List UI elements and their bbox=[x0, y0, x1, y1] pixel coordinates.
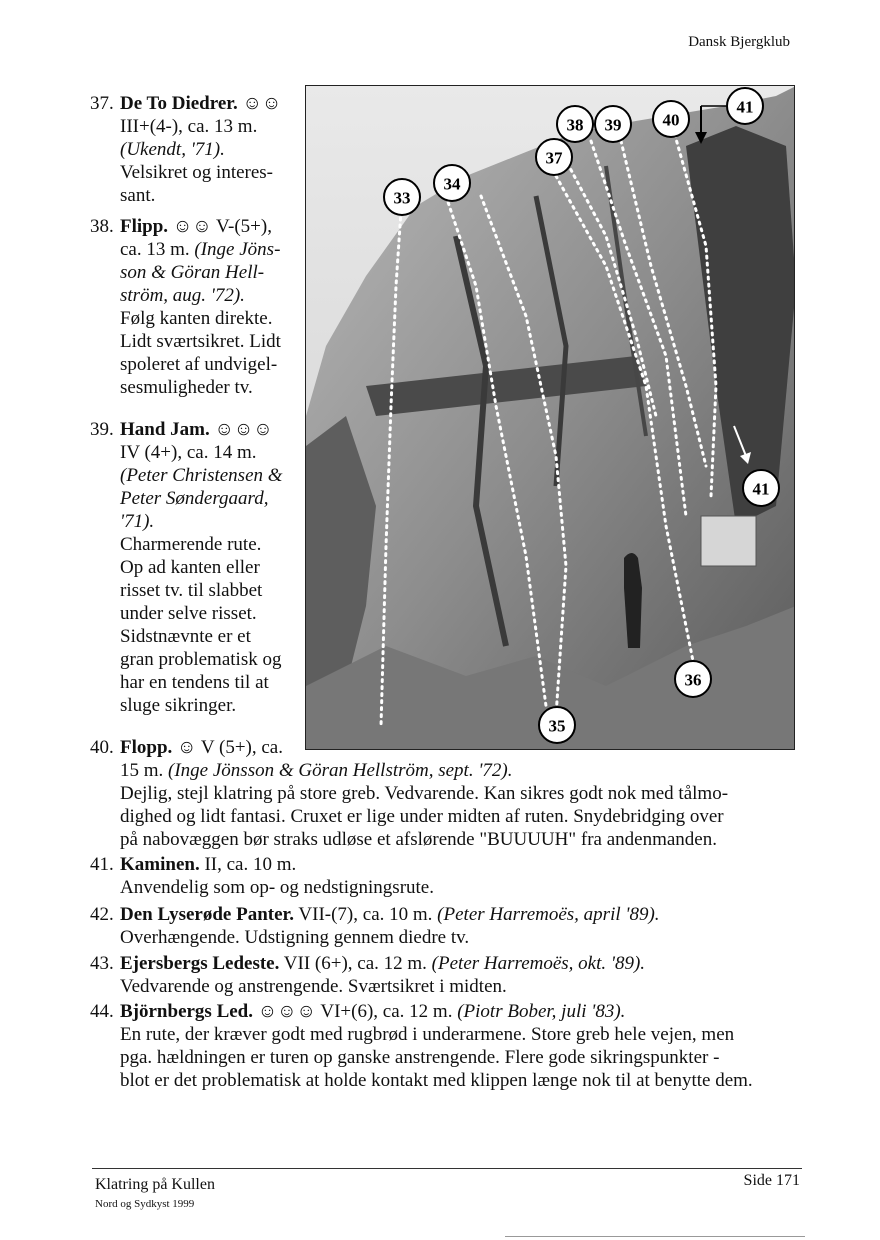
route-credit: son & Göran Hell- bbox=[120, 262, 265, 283]
rating: ☺☺☺ bbox=[257, 1001, 316, 1022]
route-line: En rute, der kræver godt med rugbrød i underarmene. Store greb hele vejen, men bbox=[120, 1024, 735, 1045]
label-41-top-text: 41 bbox=[736, 97, 754, 117]
route-number: 40. bbox=[90, 737, 114, 758]
label-34 bbox=[434, 165, 470, 201]
label-36-text: 36 bbox=[684, 670, 702, 690]
page-header: Dansk Bjergklub bbox=[688, 34, 790, 50]
route-line: Vedvarende og anstrengende. Sværtsikret i midten. bbox=[120, 976, 507, 997]
route-line: spoleret af undvigel- bbox=[120, 354, 278, 375]
route-line: under selve risset. bbox=[120, 603, 257, 624]
route-name: Flipp. bbox=[120, 216, 169, 237]
route-credit: (Inge Jönsson & Göran Hellström, sept. '72). bbox=[168, 760, 513, 781]
label-37-text: 37 bbox=[545, 148, 563, 168]
footer-subtitle: Nord og Sydkyst 1999 bbox=[95, 1198, 195, 1210]
route-line: risset tv. til slabbet bbox=[120, 580, 263, 601]
route-credit: (Peter Harremoës, okt. '89). bbox=[431, 953, 646, 974]
route-44 bbox=[90, 1000, 840, 1092]
route-line: Overhængende. Udstigning gennem diedre tv. bbox=[120, 927, 470, 948]
route-line: Op ad kanten eller bbox=[120, 557, 260, 578]
label-41-top bbox=[727, 88, 763, 124]
route-line: ca. 13 m. bbox=[120, 239, 190, 260]
footer-divider bbox=[92, 1168, 802, 1169]
label-39 bbox=[595, 106, 631, 142]
route-39 bbox=[90, 418, 310, 717]
route-credit: (Ukendt, '71). bbox=[120, 139, 225, 160]
route-grade: V (5+), ca. bbox=[200, 737, 283, 758]
route-grade: VI+(6), ca. 12 m. bbox=[320, 1001, 453, 1022]
route-credit: (Peter Christensen & bbox=[120, 465, 283, 486]
label-41-side bbox=[743, 470, 779, 506]
label-40-text: 40 bbox=[662, 110, 680, 130]
route-38 bbox=[90, 215, 310, 399]
bottom-rule bbox=[505, 1236, 805, 1237]
route-grade: VII-(7), ca. 10 m. bbox=[298, 904, 433, 925]
label-33 bbox=[384, 179, 420, 215]
route-line: 15 m. bbox=[120, 760, 164, 781]
route-number: 42. bbox=[90, 904, 114, 925]
route-name: Den Lyserøde Panter. bbox=[120, 904, 294, 925]
route-credit: Peter Søndergaard, bbox=[120, 488, 269, 509]
route-credit: ström, aug. '72). bbox=[120, 285, 245, 306]
route-42 bbox=[90, 903, 840, 949]
route-line: sluge sikringer. bbox=[120, 695, 237, 716]
route-line: pga. hældningen er turen op ganske anstrengende. Flere gode sikringspunkter - bbox=[120, 1047, 720, 1068]
route-number: 44. bbox=[90, 1001, 114, 1022]
crag-topo-svg bbox=[306, 86, 795, 750]
label-33-text: 33 bbox=[393, 188, 411, 208]
route-41 bbox=[90, 853, 840, 899]
route-line: Sidstnævnte er et bbox=[120, 626, 251, 647]
route-name: De To Diedrer. bbox=[120, 93, 238, 114]
label-38 bbox=[557, 106, 593, 142]
label-38-text: 38 bbox=[566, 115, 584, 135]
route-grade: II, ca. 10 m. bbox=[204, 854, 297, 875]
route-line: Følg kanten direkte. bbox=[120, 308, 273, 329]
route-number: 38. bbox=[90, 216, 114, 237]
route-credit: (Piotr Bober, juli '83). bbox=[457, 1001, 626, 1022]
route-number: 41. bbox=[90, 854, 114, 875]
route-line: blot er det problematisk at holde kontakt med klippen længe nok til at benytte dem. bbox=[120, 1070, 753, 1091]
rating: ☺☺ bbox=[172, 216, 212, 237]
route-line: Lidt sværtsikret. Lidt bbox=[120, 331, 281, 352]
label-40 bbox=[653, 101, 689, 137]
route-number: 37. bbox=[90, 93, 114, 114]
route-line: dighed og lidt fantasi. Cruxet er lige under midten af ruten. Snydebridging over bbox=[120, 806, 724, 827]
label-35 bbox=[539, 707, 575, 743]
route-37 bbox=[90, 92, 310, 207]
route-line: Anvendelig som op- og nedstigningsrute. bbox=[120, 877, 434, 898]
route-line: Velsikret og interes- bbox=[120, 162, 274, 183]
rating: ☺☺ bbox=[242, 93, 282, 114]
rating: ☺☺☺ bbox=[214, 419, 273, 440]
route-line: sesmuligheder tv. bbox=[120, 377, 253, 398]
route-credit: '71). bbox=[120, 511, 155, 532]
route-number: 43. bbox=[90, 953, 114, 974]
route-name: Hand Jam. bbox=[120, 419, 210, 440]
route-40 bbox=[90, 736, 840, 851]
route-line: Charmerende rute. bbox=[120, 534, 262, 555]
route-line: III+(4-), ca. 13 m. bbox=[120, 116, 258, 137]
label-39-text: 39 bbox=[604, 115, 622, 135]
route-number: 39. bbox=[90, 419, 114, 440]
route-line: Dejlig, stejl klatring på store greb. Vedvarende. Kan sikres godt nok med tålmo- bbox=[120, 783, 729, 804]
label-37 bbox=[536, 139, 572, 175]
label-41-side-text: 41 bbox=[752, 479, 770, 499]
route-line: IV (4+), ca. 14 m. bbox=[120, 442, 257, 463]
route-line: har en tendens til at bbox=[120, 672, 269, 693]
route-name: Björnbergs Led. bbox=[120, 1001, 253, 1022]
route-name: Flopp. bbox=[120, 737, 173, 758]
route-credit: (Inge Jöns- bbox=[194, 239, 281, 260]
label-36 bbox=[675, 661, 711, 697]
page-number: Side 171 bbox=[743, 1172, 800, 1189]
route-credit: (Peter Harremoës, april '89). bbox=[437, 904, 660, 925]
label-34-text: 34 bbox=[443, 174, 461, 194]
boulder-block bbox=[701, 516, 756, 566]
route-name: Kaminen. bbox=[120, 854, 200, 875]
route-grade: VII (6+), ca. 12 m. bbox=[283, 953, 427, 974]
label-35-text: 35 bbox=[548, 716, 566, 736]
route-43 bbox=[90, 952, 840, 998]
route-line: sant. bbox=[120, 185, 156, 206]
route-line: på nabovæggen bør straks udløse et afslørende "BUUUUH" fra andenmanden. bbox=[120, 829, 717, 850]
route-line: gran problematisk og bbox=[120, 649, 282, 670]
footer-book-title: Klatring på Kullen bbox=[95, 1176, 215, 1193]
rating: ☺ bbox=[177, 737, 197, 758]
route-grade: V-(5+), bbox=[216, 216, 272, 237]
route-name: Ejersbergs Ledeste. bbox=[120, 953, 280, 974]
crag-photo bbox=[305, 85, 795, 750]
